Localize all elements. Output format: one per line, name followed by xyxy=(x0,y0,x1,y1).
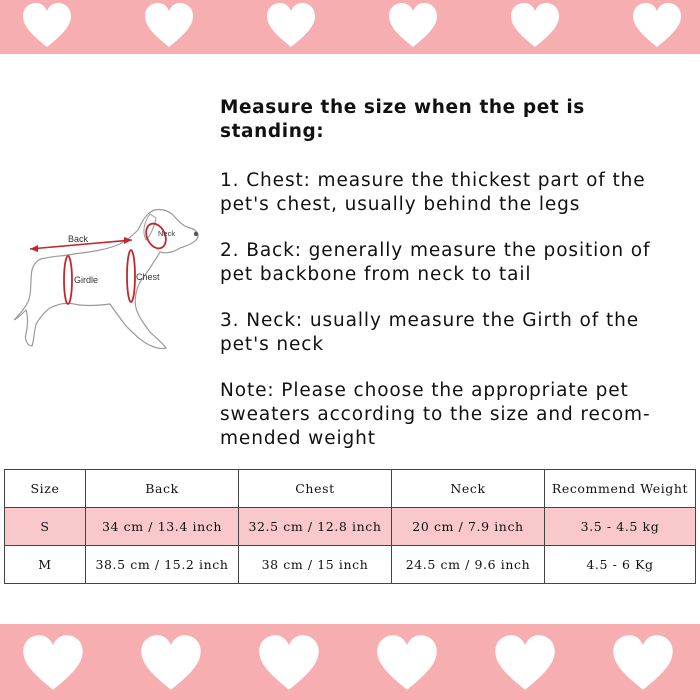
heart-icon xyxy=(266,2,316,48)
chest-label: Chest xyxy=(136,272,160,282)
instruction-note: Note: Please choose the appropriate pet sweaters according to the size and recom-mended weight xyxy=(220,380,651,449)
cell-chest: 32.5 cm / 12.8 inch xyxy=(239,508,392,546)
cell-back: 38.5 cm / 15.2 inch xyxy=(86,546,239,584)
table-header-row xyxy=(5,470,696,508)
heart-icon xyxy=(510,2,560,48)
cell-size: M xyxy=(5,546,86,584)
top-heart-banner xyxy=(0,0,700,54)
cell-neck: 20 cm / 7.9 inch xyxy=(392,508,545,546)
girdle-label: Girdle xyxy=(74,275,99,285)
heart-icon xyxy=(22,634,84,691)
instruction-back: 2. Back: generally measure the position of pet backbone from neck to tail xyxy=(220,240,651,285)
heart-icon xyxy=(494,634,556,691)
header-recommend-weight: Recommend Weight xyxy=(545,470,696,508)
heart-icon xyxy=(22,2,72,48)
cell-weight: 4.5 - 6 Kg xyxy=(545,546,696,584)
bottom-heart-banner xyxy=(0,624,700,700)
cell-chest: 38 cm / 15 inch xyxy=(239,546,392,584)
instruction-chest: 1. Chest: measure the thickest part of the pet's chest, usually behind the legs xyxy=(220,170,646,215)
neck-label: Neck xyxy=(158,229,176,238)
instruction-neck: 3. Neck: usually measure the Girth of the pet's neck xyxy=(220,310,640,355)
header-size: Size xyxy=(5,470,86,508)
header-neck: Neck xyxy=(392,470,545,508)
heart-icon xyxy=(388,2,438,48)
instructions-heading: Measure the size when the pet is standing: xyxy=(220,97,585,142)
header-chest: Chest xyxy=(239,470,392,508)
header-back: Back xyxy=(86,470,239,508)
heart-icon xyxy=(144,2,194,48)
cell-weight: 3.5 - 4.5 kg xyxy=(545,508,696,546)
size-chart-table xyxy=(4,469,696,584)
heart-icon xyxy=(632,2,682,48)
cell-size: S xyxy=(5,508,86,546)
cell-back: 34 cm / 13.4 inch xyxy=(86,508,239,546)
heart-icon xyxy=(140,634,202,691)
heart-icon xyxy=(376,634,438,691)
table-row xyxy=(5,508,696,546)
heart-icon xyxy=(258,634,320,691)
back-label: Back xyxy=(68,234,89,244)
dog-measurement-diagram xyxy=(10,200,210,355)
table-row xyxy=(5,546,696,584)
cell-neck: 24.5 cm / 9.6 inch xyxy=(392,546,545,584)
measurement-instructions xyxy=(220,96,690,473)
heart-icon xyxy=(612,634,674,691)
